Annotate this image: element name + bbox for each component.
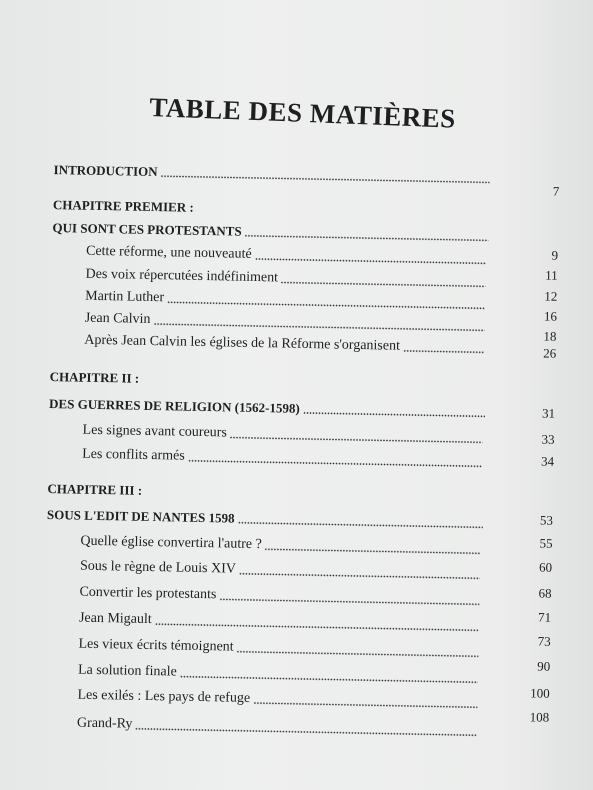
toc-entry <box>82 447 486 471</box>
toc-page-number: 71 <box>537 609 552 625</box>
dot-leader <box>180 676 478 684</box>
toc-entry <box>79 611 483 635</box>
toc-page-number: 100 <box>530 685 550 701</box>
page-title: TABLE DES MATIÈRES <box>148 92 457 134</box>
toc-entry-label: Grand-Ry <box>76 715 133 732</box>
toc-page-number: 26 <box>543 345 557 361</box>
toc-page-number: 16 <box>543 308 558 324</box>
toc-entry-chapter-title <box>47 507 487 531</box>
toc-entry <box>85 289 489 313</box>
toc-entry-label: Martin Luther <box>85 288 165 306</box>
dot-leader <box>155 623 479 631</box>
toc-entry-label: Jean Calvin <box>84 310 151 327</box>
chapter-heading: CHAPITRE II : <box>49 369 140 386</box>
toc-page-number: 9 <box>551 247 559 263</box>
toc-entry <box>85 311 489 335</box>
toc-page-number: 11 <box>545 267 558 283</box>
toc-entry <box>77 688 481 712</box>
dot-leader <box>403 350 484 354</box>
toc-page-number: 73 <box>537 633 551 649</box>
chapter-heading: CHAPITRE PREMIER : <box>52 197 194 215</box>
toc-page-number: 34 <box>540 453 555 469</box>
toc-entry <box>77 716 481 740</box>
toc-entry-chapter-title <box>49 396 489 420</box>
toc-entry-label: DES GUERRES DE RELIGION (1562-1598) <box>48 396 300 416</box>
toc-entry-label: Les exilés : Les pays de refuge <box>77 687 251 706</box>
toc-entry <box>78 663 482 687</box>
toc-page-number: 55 <box>539 535 553 551</box>
toc-entry <box>86 244 490 268</box>
dot-leader <box>265 548 481 554</box>
toc-page-number: 60 <box>538 559 553 575</box>
toc-entry <box>82 423 486 447</box>
toc-entry-label: Les conflits armés <box>82 446 185 464</box>
dot-leader <box>237 651 479 658</box>
dot-leader <box>161 175 490 183</box>
toc-entry-label: Cette réforme, une nouveauté <box>85 243 252 262</box>
dot-leader <box>135 728 477 737</box>
toc-entry-label: INTRODUCTION <box>53 162 158 180</box>
toc-entry-label: Après Jean Calvin les églises de la Réforme s'organisent <box>84 332 401 354</box>
toc-page-number: 53 <box>539 512 554 528</box>
toc-page-number: 90 <box>537 658 551 674</box>
toc-entry-label: Sous le règne de Louis XIV <box>79 558 237 577</box>
toc-entry <box>84 333 488 357</box>
toc-page-number: 108 <box>529 709 550 725</box>
toc-page-number: 31 <box>541 405 556 421</box>
dot-leader <box>253 702 477 708</box>
toc-entry-chapter-title <box>52 220 492 244</box>
toc-entry-label: Quelle église convertira l'autre ? <box>80 533 262 553</box>
toc-page-number: 33 <box>541 431 555 447</box>
toc-entry-label: Jean Migault <box>78 610 152 628</box>
toc-entry <box>80 534 484 558</box>
dot-leader <box>281 281 486 287</box>
toc-entry <box>78 637 482 661</box>
toc-page-number: 12 <box>544 288 558 304</box>
dot-leader <box>245 235 489 242</box>
toc-entry <box>85 267 489 291</box>
toc-page-number: 68 <box>538 585 552 601</box>
chapter-heading: CHAPITRE III : <box>47 481 143 498</box>
dot-leader <box>153 323 484 331</box>
table-of-contents <box>46 150 560 732</box>
dot-leader <box>219 598 479 605</box>
toc-page-number: 18 <box>543 328 557 344</box>
dot-leader <box>230 437 483 444</box>
dot-leader <box>188 460 482 468</box>
toc-entry-label: Des voix répercutées indéfiniment <box>85 266 279 286</box>
dot-leader <box>239 573 480 580</box>
toc-entry <box>80 559 484 583</box>
toc-entry-label: QUI SONT CES PROTESTANTS <box>52 220 242 239</box>
toc-entry-label: La solution finale <box>77 662 177 680</box>
toc-entry-label: SOUS L'EDIT DE NANTES 1598 <box>46 507 235 526</box>
dot-leader <box>255 258 486 264</box>
toc-page-number: 7 <box>552 183 560 199</box>
toc-entry-label: Convertir les protestants <box>79 584 217 603</box>
toc-entry <box>79 585 483 609</box>
toc-entry-introduction <box>53 162 493 186</box>
toc-entry-label: Les vieux écrits témoignent <box>78 636 234 655</box>
toc-entry-label: Les signes avant coureurs <box>82 422 227 441</box>
dot-leader <box>237 522 482 529</box>
dot-leader <box>303 412 485 418</box>
dot-leader <box>167 301 485 309</box>
